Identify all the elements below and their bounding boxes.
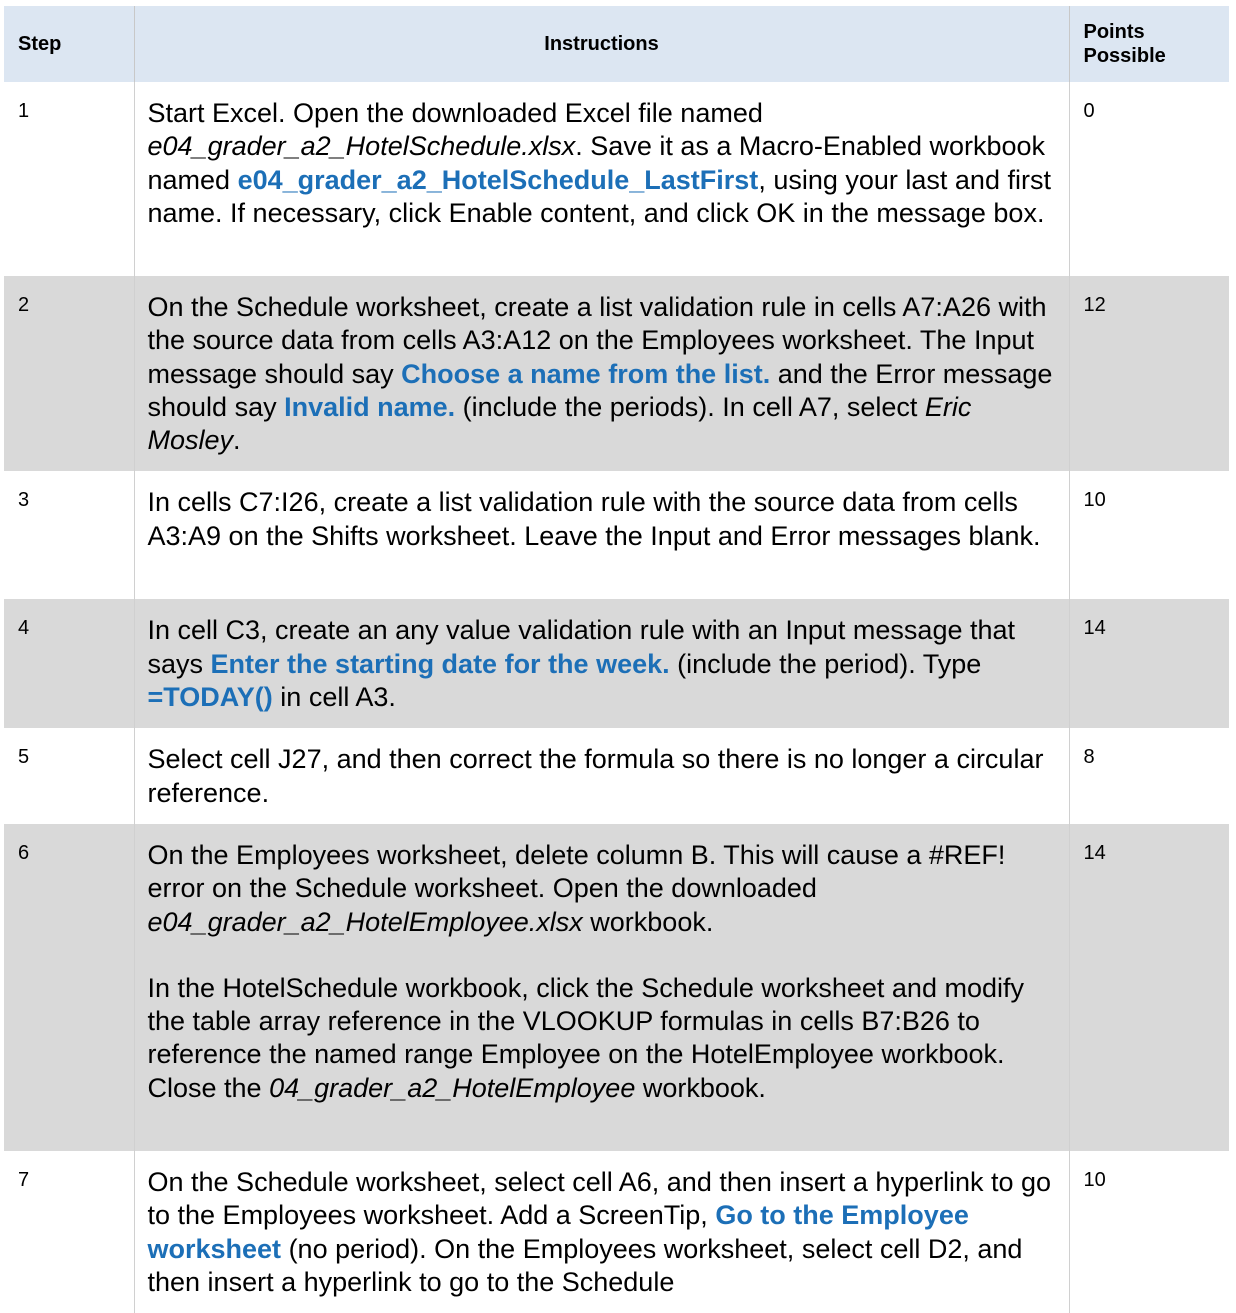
instruction-run: workbook. bbox=[582, 906, 714, 937]
instruction-text bbox=[134, 471, 1069, 599]
points-column-header: Points Possible bbox=[1069, 6, 1229, 82]
instructions-column-header: Instructions bbox=[134, 6, 1069, 82]
instruction-text bbox=[134, 276, 1069, 471]
points-value: 0 bbox=[1069, 82, 1229, 276]
instruction-text bbox=[134, 599, 1069, 728]
step-column-header: Step bbox=[4, 6, 134, 82]
step-number: 6 bbox=[4, 824, 134, 1151]
highlighted-text: Enter the starting date for the week. bbox=[210, 648, 670, 679]
instruction-run: (no period). On the Employees worksheet, select cell D2, and then insert a hyperlink to go to the Schedule bbox=[147, 1233, 1023, 1297]
italic-filename: 04_grader_a2_HotelEmployee bbox=[269, 1072, 636, 1103]
instruction-run: in cell A3. bbox=[272, 682, 396, 713]
instruction-run: Start Excel. Open the downloaded Excel file named bbox=[147, 98, 763, 128]
instruction-run: In the HotelSchedule workbook, click the Schedule worksheet and modify the table array reference in the VLOOKUP formulas in cells B7:B26 to reference the named range Employee on the HotelEmployee workbook. Close the bbox=[147, 972, 1024, 1103]
instruction-paragraph bbox=[148, 972, 1055, 1105]
instruction-run: workbook. bbox=[635, 1072, 766, 1103]
grader-instructions-table bbox=[4, 6, 1229, 1313]
instruction-paragraph bbox=[148, 1166, 1055, 1299]
step-number: 3 bbox=[18, 489, 30, 512]
instruction-run: . Save it as a Macro-Enabled workbook named bbox=[147, 131, 1046, 195]
italic-filename: Eric Mosley bbox=[147, 391, 972, 456]
header-row bbox=[4, 6, 1229, 82]
instruction-run: . bbox=[233, 425, 241, 456]
table-row bbox=[4, 471, 1229, 599]
step-number: 4 bbox=[4, 599, 134, 728]
italic-filename: e04_grader_a2_HotelEmployee.xlsx bbox=[147, 906, 583, 937]
step-number: 2 bbox=[4, 276, 134, 471]
instruction-run: On the Employees worksheet, delete column B. This will cause a #REF! error on the Schedule worksheet. Open the downloaded bbox=[147, 839, 1006, 904]
points-value: 10 bbox=[1069, 1151, 1229, 1313]
instruction-paragraph bbox=[148, 486, 1055, 553]
instruction-run: Select cell J27, and then correct the formula so there is no longer a circular reference. bbox=[147, 744, 1044, 808]
highlighted-text: e04_grader_a2_HotelSchedule_LastFirst bbox=[237, 164, 759, 195]
points-value: 8 bbox=[1069, 728, 1229, 824]
table-row bbox=[4, 276, 1229, 471]
instruction-text bbox=[134, 824, 1069, 1151]
instruction-run: On the Schedule worksheet, select cell A6, and then insert a hyperlink to go to the Employees worksheet. Add a ScreenTip, bbox=[147, 1166, 1052, 1231]
highlighted-text: Go to the Employee worksheet bbox=[147, 1200, 969, 1264]
step-number: 7 bbox=[18, 1168, 30, 1191]
points-value: 14 bbox=[1069, 599, 1229, 728]
points-value: 14 bbox=[1069, 824, 1229, 1151]
instruction-run: (include the period). Type bbox=[669, 648, 982, 679]
instruction-run: and the Error message should say bbox=[147, 358, 1053, 422]
table-row bbox=[4, 82, 1229, 276]
italic-filename: e04_grader_a2_HotelSchedule.xlsx bbox=[147, 131, 576, 162]
highlighted-text: =TODAY() bbox=[147, 682, 273, 713]
instruction-run: (include the periods). In cell A7, select bbox=[455, 391, 925, 422]
instruction-paragraph bbox=[148, 839, 1055, 939]
instruction-run: On the Schedule worksheet, create a list validation rule in cells A7:A26 with the source data from cells A3:A12 on the Employees worksheet. The Input message should say bbox=[147, 292, 1047, 389]
instruction-paragraph bbox=[148, 97, 1055, 230]
table-row bbox=[4, 824, 1229, 1151]
highlighted-text: Choose a name from the list. bbox=[401, 358, 771, 389]
instruction-run: , using your last and first name. If necessary, click Enable content, and click OK in the message box. bbox=[147, 164, 1051, 228]
instruction-run: In cell C3, create an any value validation rule with an Input message that says bbox=[147, 615, 1016, 679]
instruction-paragraph bbox=[148, 614, 1055, 714]
table-row bbox=[4, 599, 1229, 728]
points-value: 10 bbox=[1069, 471, 1229, 599]
points-value: 12 bbox=[1069, 276, 1229, 471]
instruction-text bbox=[134, 82, 1069, 276]
step-number: 1 bbox=[18, 100, 30, 122]
instruction-text bbox=[134, 728, 1069, 824]
step-number: 5 bbox=[18, 746, 30, 769]
instruction-paragraph bbox=[148, 291, 1055, 457]
instruction-paragraph bbox=[148, 743, 1055, 810]
instruction-run: In cells C7:I26, create a list validation rule with the source data from cells A3:A9 on the Shifts worksheet. Leave the Input and Error messages blank. bbox=[147, 487, 1041, 551]
instruction-text bbox=[134, 1151, 1069, 1313]
table-row bbox=[4, 728, 1229, 824]
table-row bbox=[4, 1151, 1229, 1313]
highlighted-text: Invalid name. bbox=[284, 391, 456, 422]
